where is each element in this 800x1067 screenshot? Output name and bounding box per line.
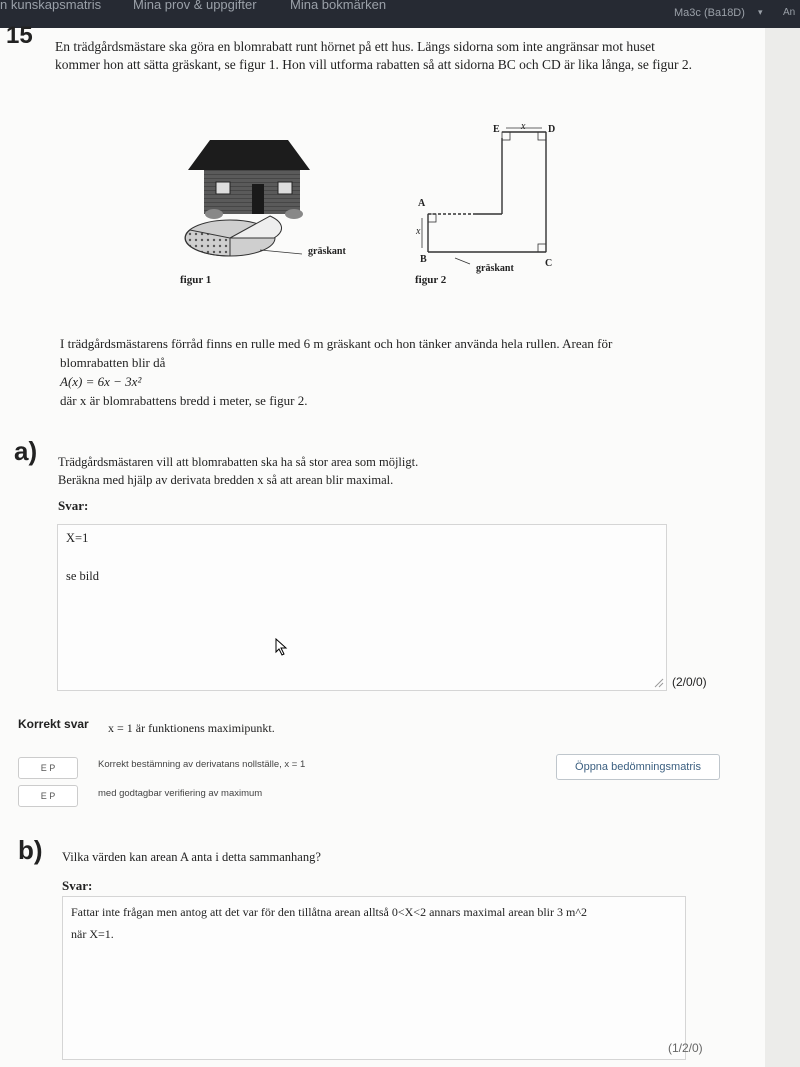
- criterion-2-grade-button[interactable]: E P: [18, 785, 78, 807]
- part-b-points: (1/2/0): [668, 1041, 703, 1055]
- part-b-answer-label: Svar:: [62, 878, 93, 893]
- info-text: [60, 334, 680, 410]
- criterion-1-text: Korrekt bestämning av derivatans nollställe, x = 1: [98, 759, 306, 770]
- part-b-answer-field[interactable]: [62, 896, 686, 1060]
- page-right-edge: [765, 28, 800, 1067]
- part-a-points: (2/0/0): [672, 675, 707, 689]
- figure-drawings: [170, 118, 590, 293]
- figure-2-diagram: [422, 128, 546, 264]
- question-text: En trädgårdsmästare ska göra en blomrabatt runt hörnet på ett hus. Längs sidorna som inte angränsar mot huset kommer hon att sätta gräskant, se figur 1. Hon vill utforma rabatten så att sidorna BC och CD är lika långa, se figur 2.: [55, 39, 692, 72]
- area-formula: A(x) = 6x − 3x²: [60, 374, 142, 389]
- point-d-label: D: [548, 124, 556, 135]
- chevron-down-icon[interactable]: ▾: [758, 7, 763, 17]
- part-a-answer-line-1: X=1: [66, 531, 89, 545]
- nav-user-menu[interactable]: Ma3c (Ba18D): [674, 7, 745, 19]
- part-b-label: b): [18, 835, 43, 865]
- figure-2-callout: gräskant: [476, 263, 514, 274]
- part-a-label: a): [14, 436, 38, 466]
- point-b-label: B: [420, 254, 427, 265]
- part-a-answer-line-2: se bild: [66, 569, 99, 583]
- criterion-1-grade-button[interactable]: E P: [18, 757, 78, 779]
- correct-answer-label: Korrekt svar: [18, 717, 89, 731]
- figure-2-label: figur 2: [415, 274, 447, 286]
- nav-item-matrix[interactable]: n kunskapsmatris: [0, 0, 102, 12]
- dimension-x-left-label: x: [416, 226, 421, 237]
- house-drawing: [188, 140, 310, 219]
- point-c-label: C: [545, 258, 553, 269]
- part-a-answer-label: Svar:: [58, 498, 89, 513]
- point-a-label: A: [418, 198, 426, 209]
- info-line-1: I trädgårdsmästarens förråd finns en rulle med 6 m gräskant och hon tänker använda hela rullen. Arean för blomrabatten blir då: [60, 336, 613, 370]
- figure-1-label: figur 1: [180, 274, 212, 286]
- mouse-pointer-icon: [275, 638, 289, 656]
- open-assessment-matrix-button[interactable]: Öppna bedömningsmatris: [556, 754, 720, 780]
- nav-item-bookmarks[interactable]: Mina bokmärken: [290, 0, 387, 12]
- part-a-line-2: Beräkna med hjälp av derivata bredden x så att arean blir maximal.: [58, 473, 394, 487]
- part-a-answer-field[interactable]: [57, 524, 667, 691]
- figure-1-callout: gräskant: [308, 246, 346, 257]
- point-e-label: E: [493, 124, 500, 135]
- part-a-line-1: Trädgårdsmästaren vill att blomrabatten ska ha så stor area som möjligt.: [58, 455, 419, 469]
- info-line-3: där x är blomrabattens bredd i meter, se figur 2.: [60, 393, 308, 408]
- nav-item-my-tests[interactable]: Mina prov & uppgifter: [133, 0, 257, 12]
- flowerbed-drawing: [185, 216, 302, 256]
- part-b-question: Vilka värden kan arean A anta i detta sammanhang?: [62, 850, 321, 864]
- correct-answer-text: x = 1 är funktionens maximipunkt.: [108, 721, 275, 735]
- resize-handle-icon[interactable]: [654, 678, 664, 688]
- part-b-answer-line-2: när X=1.: [71, 927, 114, 941]
- nav-item-overflow[interactable]: An: [783, 7, 796, 18]
- part-b-answer-line-1: Fattar inte frågan men antog att det var för den tillåtna arean alltså 0<X<2 annars maximal arean blir 3 m^2: [71, 905, 587, 919]
- question-number: 15: [6, 22, 33, 49]
- criterion-2-text: med godtagbar verifiering av maximum: [98, 788, 263, 799]
- top-nav-bar: [0, 0, 800, 28]
- figures-area: [170, 118, 590, 298]
- dimension-x-top-label: x: [521, 121, 526, 132]
